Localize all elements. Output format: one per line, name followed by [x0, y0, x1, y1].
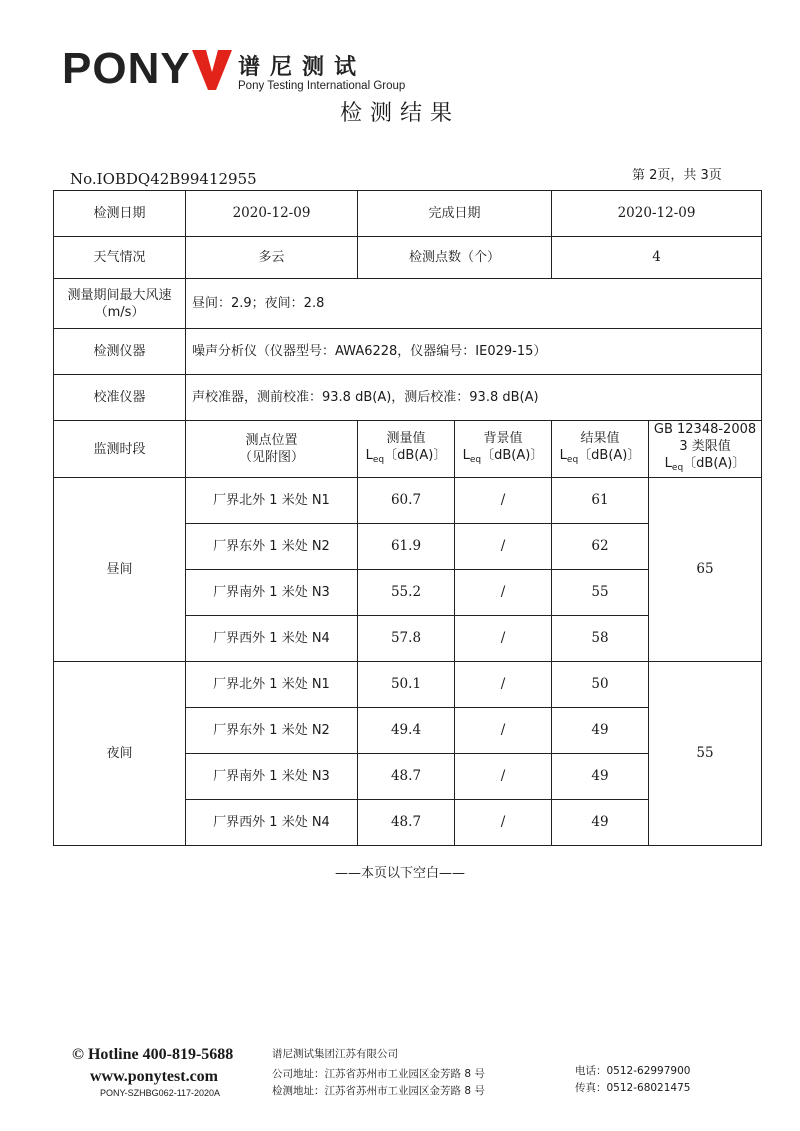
measured-cell: 60.7 [358, 478, 455, 524]
table-row [54, 237, 762, 279]
location-cell: 厂界东外 1 米处 N2 [186, 524, 358, 570]
result-cell: 62 [552, 524, 649, 570]
background-cell: / [455, 708, 552, 754]
background-cell: / [455, 524, 552, 570]
measured-cell: 48.7 [358, 800, 455, 846]
pony-logo [62, 46, 191, 92]
limit-header [649, 421, 762, 478]
instrument-value: 噪声分析仪（仪器型号：AWA6228，仪器编号：IE029-15） [186, 329, 762, 375]
table-row [54, 191, 762, 237]
location-cell: 厂界北外 1 米处 N1 [186, 478, 358, 524]
weather-value: 多云 [186, 237, 358, 279]
background-cell: / [455, 570, 552, 616]
points-label: 检测点数（个） [358, 237, 552, 279]
location-header-line2: （见附图） [238, 450, 304, 465]
background-unit [459, 447, 547, 469]
result-cell: 61 [552, 478, 649, 524]
result-cell: 49 [552, 708, 649, 754]
results-table [53, 190, 762, 846]
copyright-icon: © [72, 1046, 84, 1063]
measured-cell: 57.8 [358, 616, 455, 662]
day-limit-value: 65 [649, 478, 762, 662]
logo-text: PONY [62, 44, 191, 93]
table-row [54, 329, 762, 375]
logo-english-name: Pony Testing International Group [238, 80, 406, 92]
hotline [72, 1046, 233, 1064]
table-row [54, 279, 762, 329]
table-row [54, 375, 762, 421]
company-address: 公司地址：江苏省苏州市工业园区金芳路 8 号 [272, 1068, 485, 1080]
location-cell: 厂界南外 1 米处 N3 [186, 570, 358, 616]
leq-symbol: L [664, 456, 672, 471]
calibrator-value: 声校准器，测前校准：93.8 dB(A)，测后校准：93.8 dB(A) [186, 375, 762, 421]
page-title: 检测结果 [339, 101, 460, 126]
background-header [455, 421, 552, 478]
leq-subscript: eq [469, 454, 482, 465]
result-cell: 49 [552, 800, 649, 846]
leq-subscript: eq [671, 463, 684, 473]
leq-symbol: L [559, 447, 567, 463]
background-cell: / [455, 616, 552, 662]
location-cell: 厂界南外 1 米处 N3 [186, 754, 358, 800]
column-header-row [54, 421, 762, 478]
table-row [54, 478, 762, 524]
measured-cell: 55.2 [358, 570, 455, 616]
report-number: No.IOBDQ42B99412955 [70, 170, 257, 188]
measured-unit [362, 447, 450, 469]
measured-cell: 61.9 [358, 524, 455, 570]
leq-unit: 〔dB(A)〕 [384, 447, 447, 463]
test-date-label: 检测日期 [54, 191, 186, 237]
background-cell: / [455, 754, 552, 800]
limit-header-line2: 3 类限值 [679, 439, 731, 454]
page-info: 第 2页，共 3页 [632, 168, 722, 183]
background-cell: / [455, 478, 552, 524]
leq-unit: 〔dB(A)〕 [578, 447, 641, 463]
leq-unit: 〔dB(A)〕 [683, 456, 746, 471]
telephone: 电话：0512-62997900 [575, 1065, 691, 1077]
logo-chinese-name: 谱尼测试 [238, 55, 367, 80]
logo-chevron-icon [192, 50, 232, 90]
leq-subscript: eq [372, 454, 385, 465]
location-header [186, 421, 358, 478]
night-period-label: 夜间 [54, 662, 186, 846]
wind-label-line2: （m/s） [94, 304, 145, 320]
wind-label [54, 279, 186, 329]
background-cell: / [455, 800, 552, 846]
location-cell: 厂界北外 1 米处 N1 [186, 662, 358, 708]
leq-unit: 〔dB(A)〕 [481, 447, 544, 463]
measured-cell: 48.7 [358, 754, 455, 800]
result-header [552, 421, 649, 478]
leq-symbol: L [365, 447, 373, 463]
location-cell: 厂界西外 1 米处 N4 [186, 616, 358, 662]
calibrator-label: 校准仪器 [54, 375, 186, 421]
background-header-label: 背景值 [483, 430, 523, 446]
result-cell: 55 [552, 570, 649, 616]
result-header-label: 结果值 [580, 430, 620, 446]
measured-header-label: 测量值 [386, 430, 426, 446]
result-unit [556, 447, 644, 469]
testing-address: 检测地址：江苏省苏州市工业园区金芳路 8 号 [272, 1085, 485, 1097]
form-number: PONY-SZHBG062-117-2020A [100, 1088, 221, 1098]
hotline-text: Hotline 400-819-5688 [87, 1046, 234, 1063]
result-cell: 58 [552, 616, 649, 662]
location-cell: 厂界西外 1 米处 N4 [186, 800, 358, 846]
night-limit-value: 55 [649, 662, 762, 846]
background-cell: / [455, 662, 552, 708]
test-date-value: 2020-12-09 [186, 191, 358, 237]
location-header-line1: 测点位置 [245, 433, 298, 448]
wind-label-line1: 测量期间最大风速 [67, 287, 172, 303]
result-cell: 50 [552, 662, 649, 708]
fax: 传真：0512-68021475 [575, 1082, 691, 1094]
period-header: 监测时段 [54, 421, 186, 478]
limit-header-line1: GB 12348-2008 [653, 422, 757, 437]
complete-date-label: 完成日期 [358, 191, 552, 237]
end-of-page-note: ——本页以下空白—— [334, 866, 465, 881]
points-value: 4 [552, 237, 762, 279]
result-cell: 49 [552, 754, 649, 800]
complete-date-value: 2020-12-09 [552, 191, 762, 237]
measured-header [358, 421, 455, 478]
measured-cell: 50.1 [358, 662, 455, 708]
location-cell: 厂界东外 1 米处 N2 [186, 708, 358, 754]
wind-value: 昼间：2.9；夜间：2.8 [186, 279, 762, 329]
table-row [54, 662, 762, 708]
weather-label: 天气情况 [54, 237, 186, 279]
company-name: 谱尼测试集团江苏有限公司 [272, 1048, 398, 1060]
measured-cell: 49.4 [358, 708, 455, 754]
leq-subscript: eq [566, 454, 579, 465]
limit-unit [653, 455, 757, 477]
website: www.ponytest.com [90, 1068, 218, 1085]
leq-symbol: L [462, 447, 470, 463]
instrument-label: 检测仪器 [54, 329, 186, 375]
day-period-label: 昼间 [54, 478, 186, 662]
